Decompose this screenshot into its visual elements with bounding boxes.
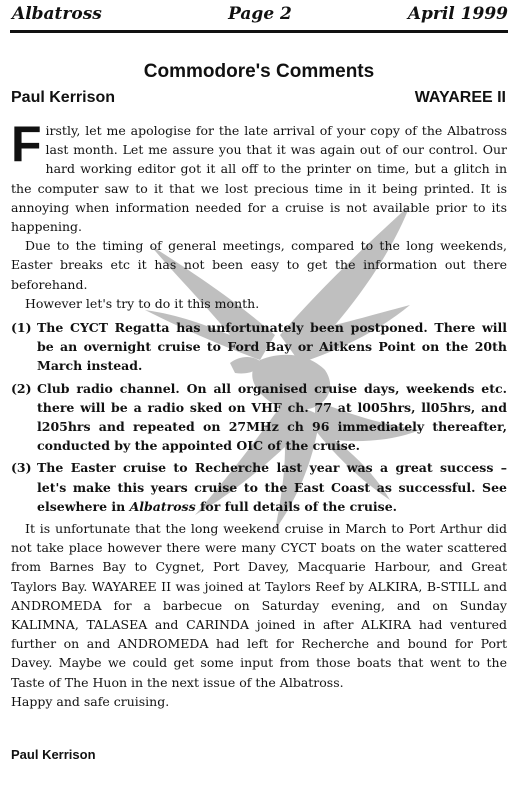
item-text-italic: Albatross — [129, 498, 196, 514]
signature: Paul Kerrison — [11, 747, 96, 762]
boat-name: WAYAREE II — [414, 89, 506, 106]
list-item — [11, 458, 507, 516]
item-number: (3) — [11, 460, 32, 476]
item-text: Club radio channel. On all organised cruise days, weekends etc. there will be a radio sked on VHF ch. 77 at l005hrs, ll05hrs, and l205hrs and repeated on 27MHz ch 96 immediately thereafter, conducted by the appointed OIC of the cruise. — [37, 380, 507, 454]
issue-date: April 1999 — [407, 4, 508, 24]
item-text-after: for full details of the cruise. — [195, 498, 398, 514]
paragraph-4: It is unfortunate that the long weekend cruise in March to Port Arthur did not take place however there were many CYCT boats on the water scattered from Barnes Bay to Cygnet, Port Davey, Macquarie Harbour, and Great Taylors Bay. WAYAREE II was joined at Taylors Reef by ALKIRA, B-STILL and ANDROMEDA for a barbecue on Saturday evening, and on Sunday KALIMNA, TALASEA and CARINDA joined in after ALKIRA had ventured further on and ANDROMEDA had left for Recherche and bound for Port Davey. Maybe we could get some input from those boats that went to the Taste of The Huon in the next issue of the Albatross. — [11, 521, 507, 690]
paragraph-2: Due to the timing of general meetings, compared to the long weekends, Easter breaks etc it has not been easy to get the information out there beforehand. — [11, 238, 507, 292]
paragraph-3: However let's try to do it this month. — [25, 295, 260, 311]
item-number: (1) — [11, 320, 32, 336]
list-item — [11, 318, 507, 376]
announcement-list — [11, 318, 507, 516]
item-text: The CYCT Regatta has unfortunately been postponed. There will be an overnight cruise to Ford Bay or Aitkens Point on the 20th March instead. — [37, 320, 507, 374]
publication-name: Albatross — [12, 4, 102, 24]
article-body — [11, 116, 507, 711]
author-name: Paul Kerrison — [11, 89, 116, 106]
page-header — [12, 4, 508, 30]
article-title: Commodore's Comments — [143, 61, 375, 82]
header-rule — [10, 30, 508, 33]
item-number: (2) — [11, 380, 32, 396]
paragraph-1 — [11, 116, 507, 236]
drop-cap: F — [11, 116, 42, 172]
closing-line: Happy and safe cruising. — [11, 693, 170, 709]
item-text-before: The Easter cruise to Recherche last year was a great success – let's make this years cruise to the East Coast as successful. See elsewhere in — [37, 460, 507, 514]
page-number: Page 2 — [228, 4, 292, 24]
paragraph-1-text: irstly, let me apologise for the late arrival of your copy of the Albatross last month. Let me assure you that it was again out of our control. Our hard working editor got it all off to the printer on time, but a glitch in the computer saw to it that we lost precious time in it being printed. It is annoying when information needed for a cruise is not available prior to its happening. — [11, 123, 507, 235]
list-item — [11, 379, 507, 456]
